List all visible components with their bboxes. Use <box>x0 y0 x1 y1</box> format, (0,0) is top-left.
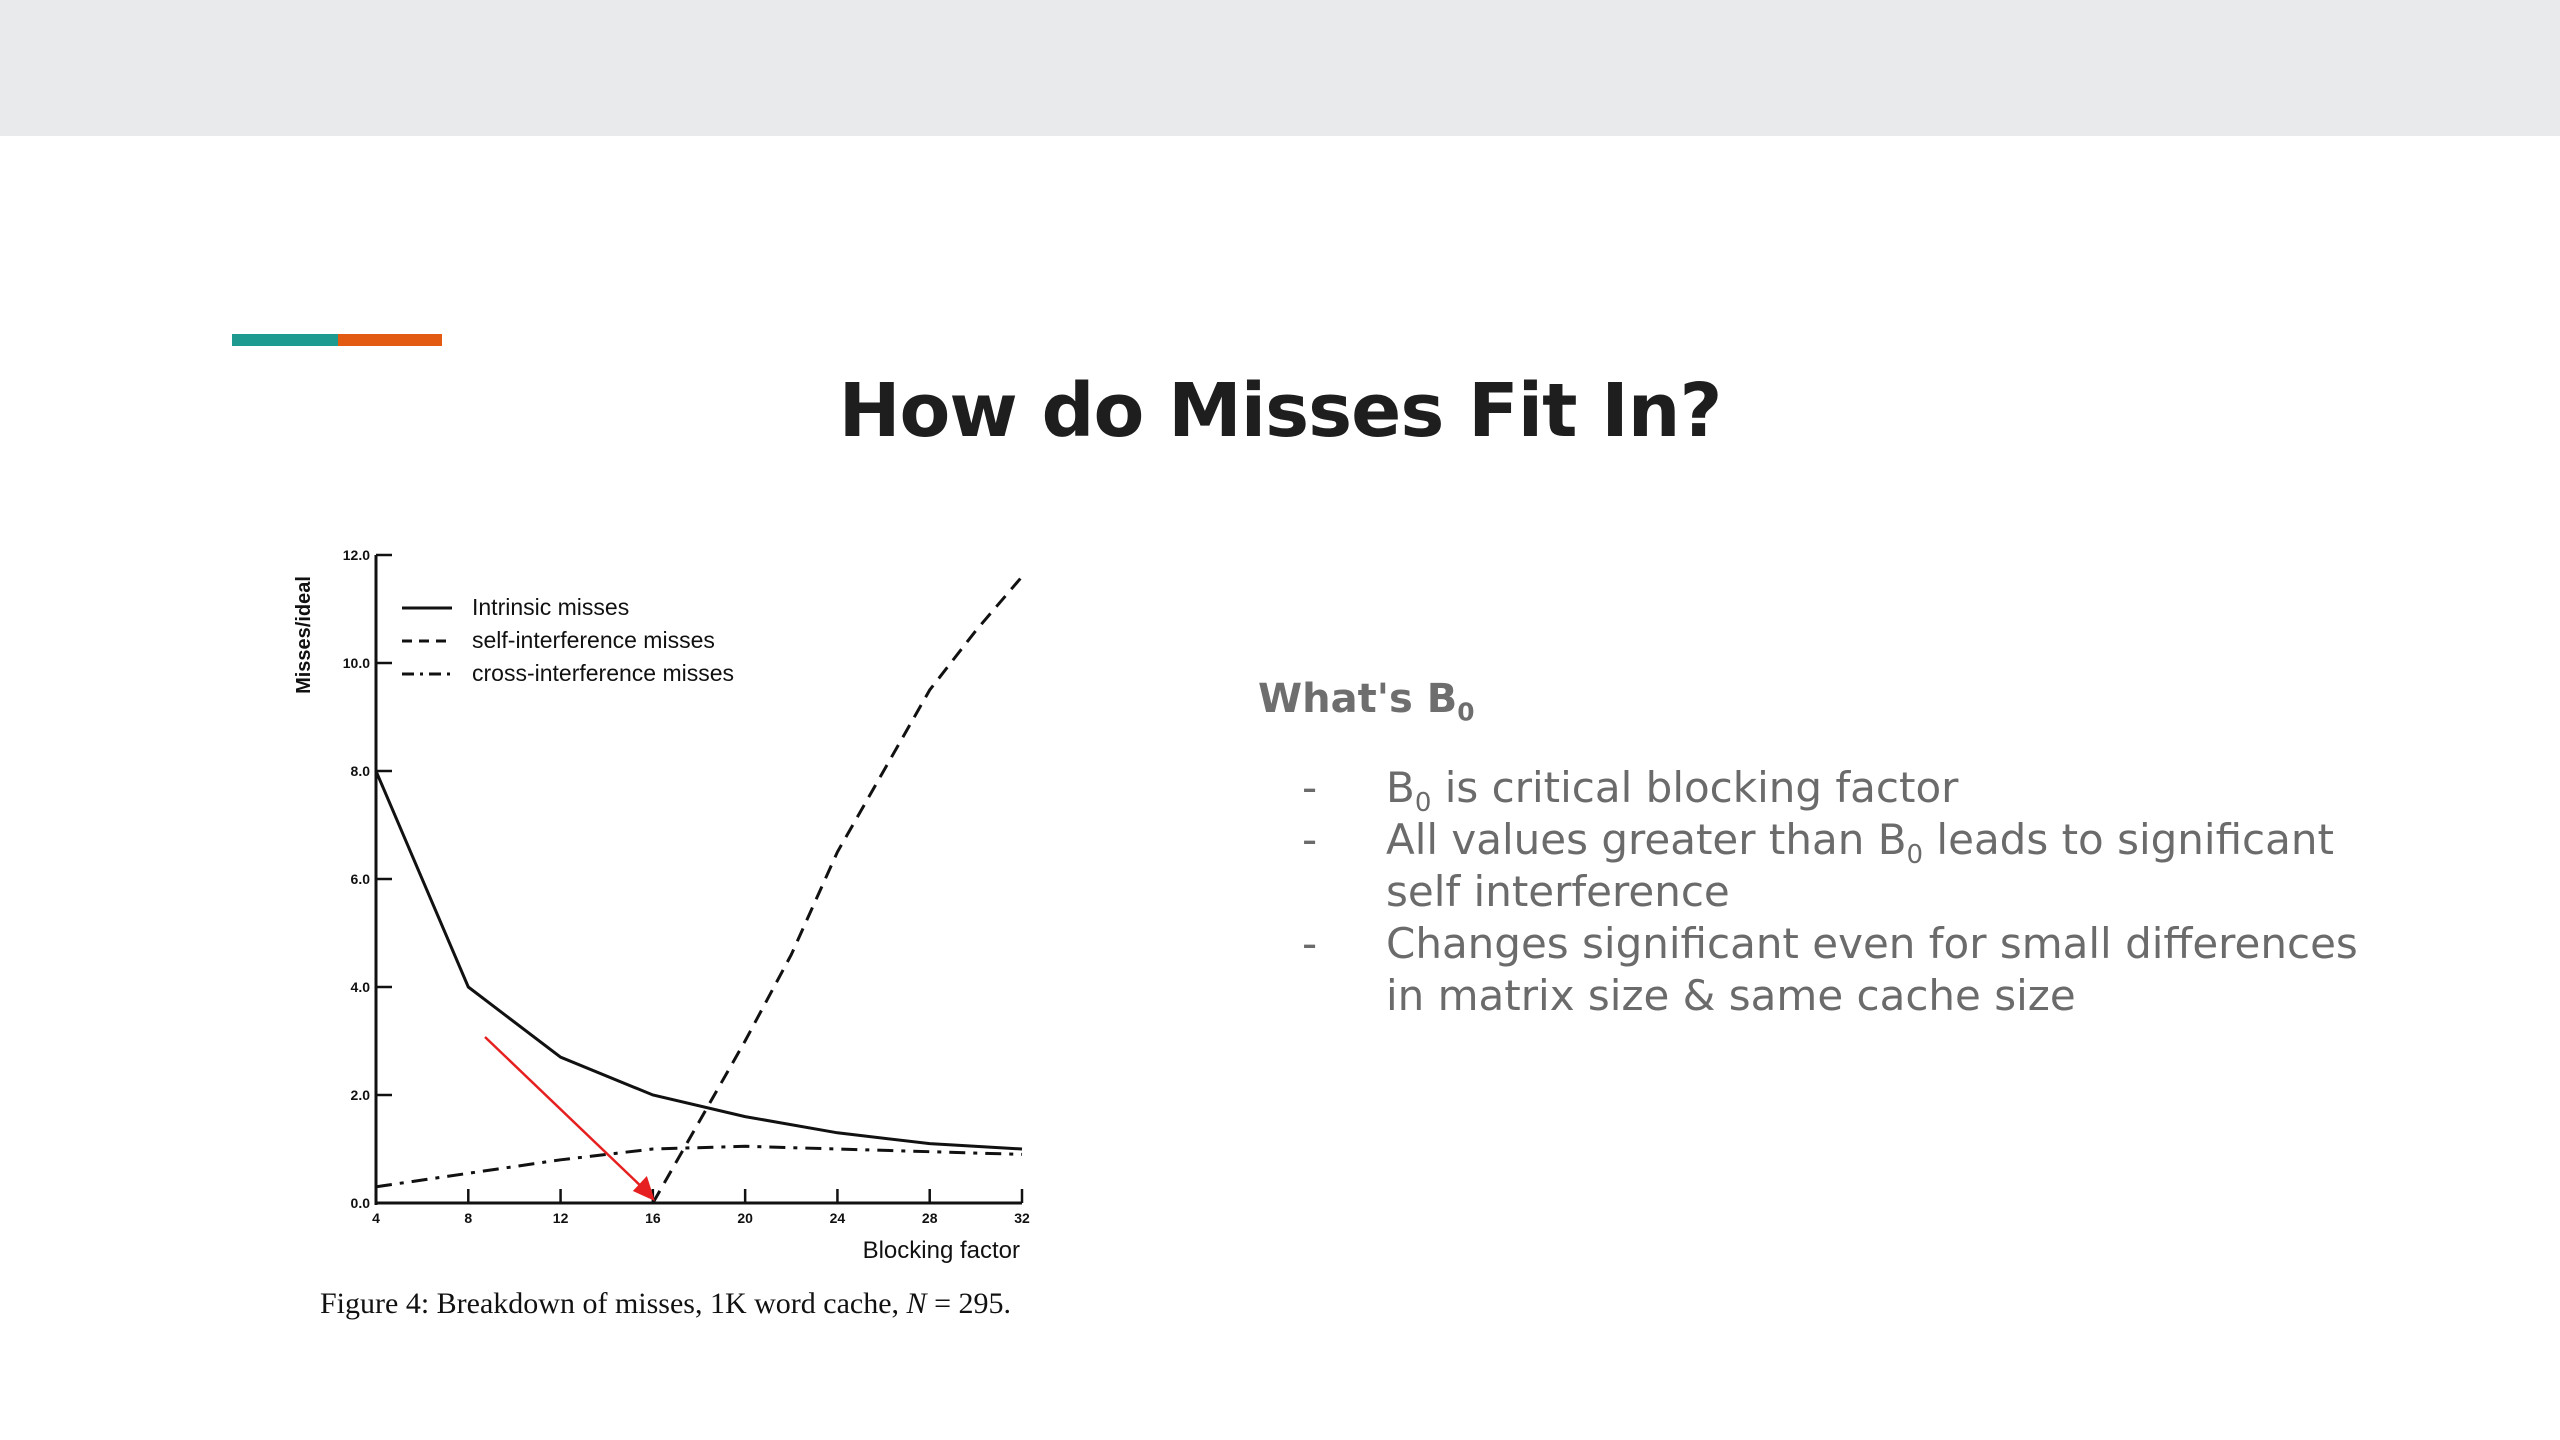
legend-entry: self-interference misses <box>472 627 715 653</box>
heading-text: What's B <box>1258 676 1458 722</box>
bullet-item <box>1302 762 2466 819</box>
figure <box>290 540 1120 1320</box>
b-subscript: 0 <box>1906 840 1924 871</box>
y-tick-label: 2.0 <box>350 1087 370 1103</box>
x-tick-label: 8 <box>464 1210 473 1226</box>
caption-prefix: Figure 4: Breakdown of misses, 1K word cache, <box>320 1287 900 1320</box>
x-tick-label: 4 <box>372 1210 380 1226</box>
bullet-line: Changes significant even for small differences <box>1386 919 2358 968</box>
y-tick-label: 6.0 <box>350 871 370 887</box>
x-tick-label: 32 <box>1014 1210 1030 1226</box>
bullet-line: in matrix size & same cache size <box>1386 971 2076 1020</box>
y-tick-label: 4.0 <box>350 979 370 995</box>
y-axis-label: Misses/ideal <box>293 576 315 694</box>
explanation-panel <box>1258 676 2458 1022</box>
caption-suffix: = 295. <box>926 1287 1011 1320</box>
x-axis-label: Blocking factor <box>862 1237 1020 1264</box>
legend-entry: Intrinsic misses <box>472 594 630 620</box>
figure-caption <box>320 1287 1140 1321</box>
bullet-text: leads to significant <box>1923 815 2334 864</box>
accent-bar <box>232 334 442 346</box>
top-bar <box>0 0 2560 136</box>
x-tick-label: 24 <box>829 1210 846 1226</box>
y-tick-label: 8.0 <box>350 763 370 779</box>
b-letter: B <box>1877 815 1907 864</box>
b0-heading <box>1258 676 2458 727</box>
miss-chart <box>290 540 1120 1280</box>
bullet-item <box>1302 814 2466 918</box>
accent-bar-orange <box>338 334 442 346</box>
b-subscript: 0 <box>1414 788 1432 819</box>
y-tick-label: 12.0 <box>342 547 370 563</box>
x-tick-label: 16 <box>645 1210 661 1226</box>
caption-variable: N <box>906 1287 927 1320</box>
accent-bar-teal <box>232 334 338 346</box>
bullet-line <box>1386 814 2466 871</box>
heading-subscript: 0 <box>1457 697 1475 727</box>
series-line <box>376 771 1022 1149</box>
bullet-text: All values greater than <box>1386 815 1878 864</box>
bullet-line <box>1386 762 2466 819</box>
bullet-text: is critical blocking factor <box>1431 763 1959 812</box>
y-tick-label: 10.0 <box>342 655 370 671</box>
x-tick-label: 20 <box>737 1210 753 1226</box>
legend-entry: cross-interference misses <box>472 660 735 686</box>
bullet-line: self interference <box>1386 867 1730 916</box>
annotation-arrow-head <box>633 1176 655 1201</box>
x-tick-label: 28 <box>921 1210 938 1226</box>
bullet-dash: - <box>1302 919 1318 968</box>
b-letter: B <box>1386 763 1415 812</box>
y-tick-label: 0.0 <box>350 1195 370 1211</box>
slide-title: How do Misses Fit In? <box>838 368 1722 454</box>
bullet-dash: - <box>1302 763 1318 812</box>
series-line <box>376 1146 1022 1187</box>
bullet-item <box>1302 918 2466 1022</box>
bullet-dash: - <box>1302 815 1318 864</box>
x-tick-label: 12 <box>552 1210 569 1226</box>
